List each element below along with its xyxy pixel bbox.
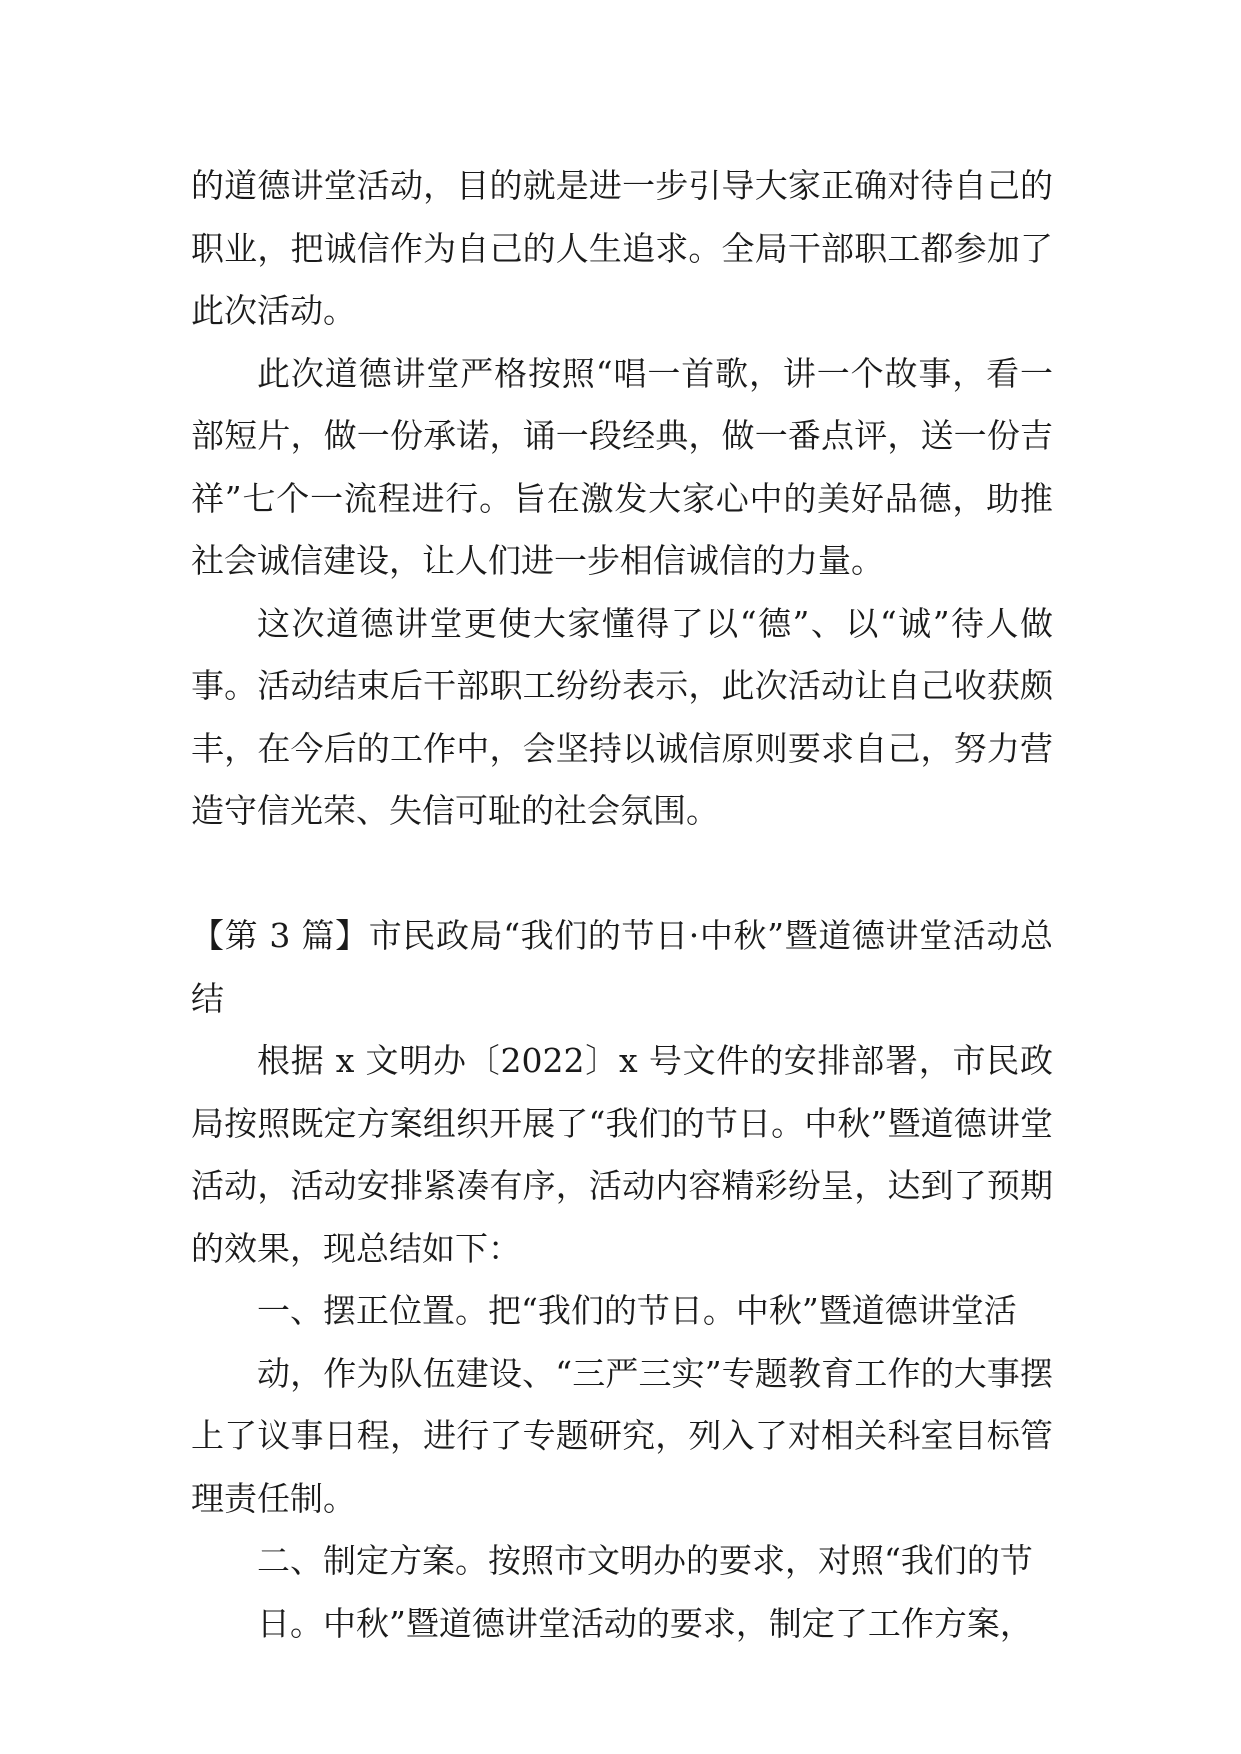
paragraph-process: 此次道德讲堂严格按照“唱一首歌，讲一个故事，看一部短片，做一份承诺，诵一段经典，做一番点评，送一份吉祥”七个一流程进行。旨在激发大家心中的美好品德，助推社会诚信建设，让人们进一步相信诚信的力量。 [191, 353, 1053, 580]
list-item-2-body: 日。中秋”暨道德讲堂活动的要求，制定了工作方案， [257, 1603, 1033, 1643]
list-item-1-title: 一、摆正位置。把“我们的节日。中秋”暨道德讲堂活 [257, 1291, 1017, 1330]
list-item-2-title: 二、制定方案。按照市文明办的要求，对照“我们的节 [257, 1541, 1033, 1580]
paragraph-continuation: 的道德讲堂活动，目的就是进一步引导大家正确对待自己的职业，把诚信作为自己的人生追求。全局干部职工都参加了此次活动。 [191, 166, 1053, 330]
paragraph-intro: 根据 x 文明办〔2022〕x 号文件的安排部署，市民政局按照既定方案组织开展了“我们的节日。中秋”暨道德讲堂活动，活动安排紧凑有序，活动内容精彩纷呈，达到了预期的效果，现总结如下： [191, 1041, 1053, 1268]
paragraph-outcome: 这次道德讲堂更使大家懂得了以“德”、以“诚”待人做事。活动结束后干部职工纷纷表示，此次活动让自己收获颇丰，在今后的工作中，会坚持以诚信原则要求自己，努力营造守信光荣、失信可耻的社会氛围。 [191, 603, 1053, 830]
list-item-1-body: 动，作为队伍建设、“三严三实”专题教育工作的大事摆上了议事日程，进行了专题研究，列入了对相关科室目标管理责任制。 [191, 1353, 1053, 1518]
section-heading: 【第 3 篇】市民政局“我们的节日·中秋”暨道德讲堂活动总结 [191, 916, 1053, 1018]
document-body [191, 155, 1053, 1655]
